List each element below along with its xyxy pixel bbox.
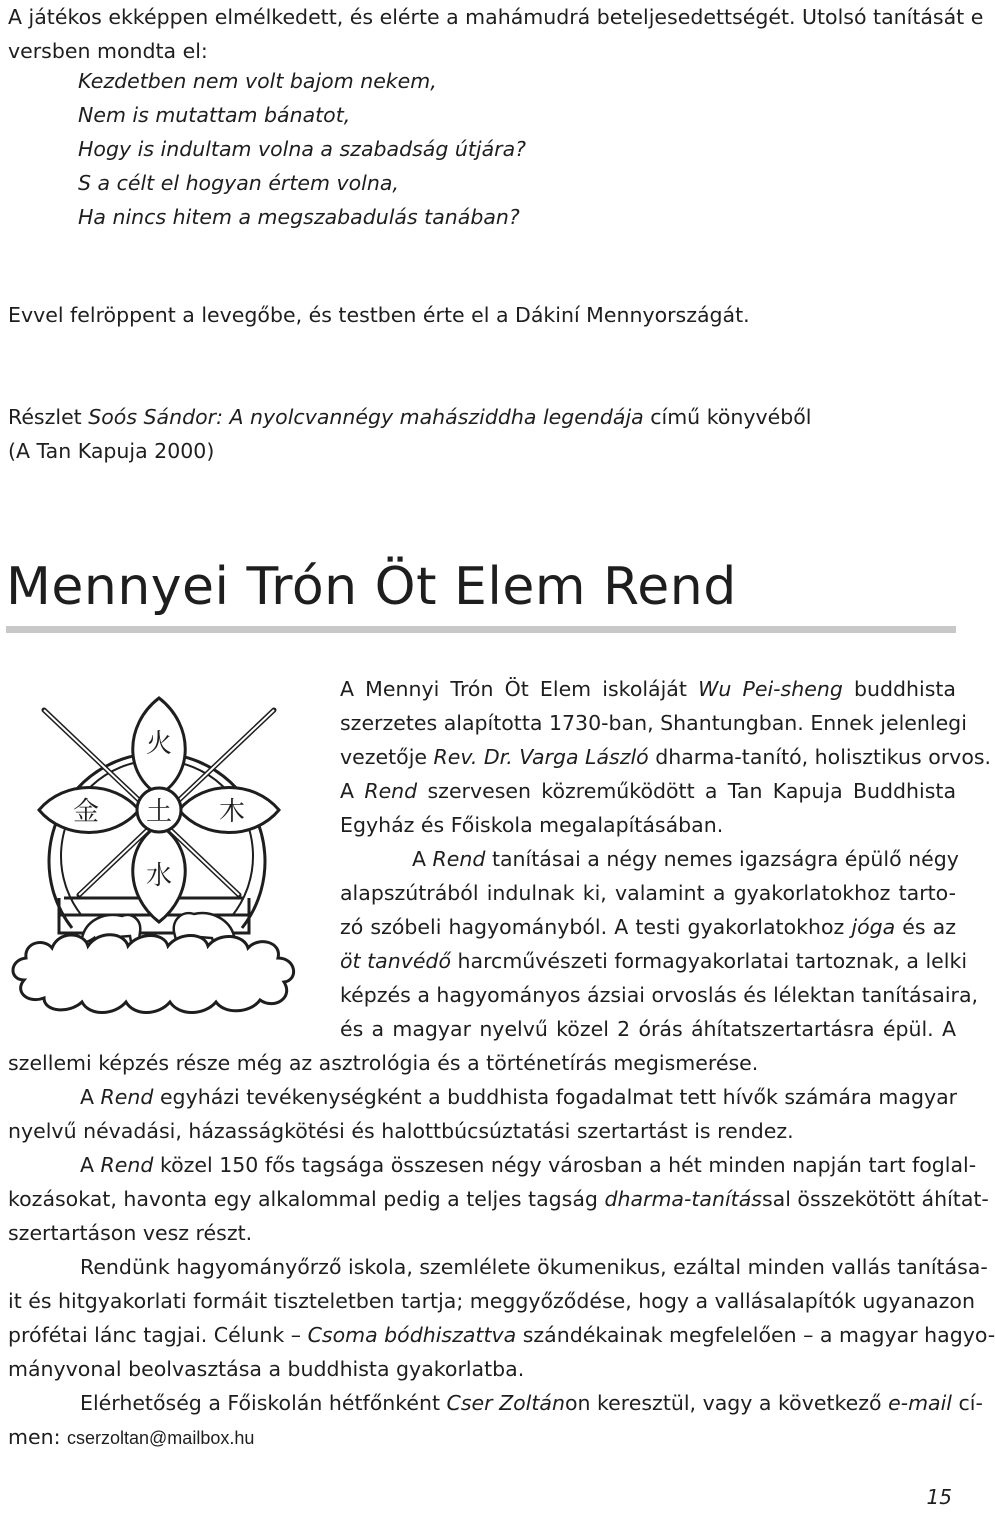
poem [78, 64, 526, 234]
leader-name: Rev. Dr. Varga László [433, 745, 649, 769]
text-line: Egyház és Főiskola megalapításában. [340, 813, 724, 837]
joga-word: jóga [851, 915, 896, 939]
text-run: cí- [952, 1391, 983, 1415]
text-line: mányvonal beolvasztása a buddhista gyakorlatba. [8, 1357, 525, 1381]
text-run: buddhista [842, 677, 956, 701]
poem-line: Hogy is indultam volna a szabadság útjára? [78, 137, 527, 161]
text-run: kozásokat, havonta egy alkalommal pedig a teljes tagság [8, 1187, 605, 1211]
after-poem-text: Evvel felröppent a levegőbe, és testben érte el a Dákiní Mennyországát. [8, 303, 750, 327]
tanvedo-word: öt tanvédő [340, 949, 451, 973]
fire-glyph: 火 [145, 729, 173, 759]
title-rule [6, 626, 956, 633]
page-number: 15 [926, 1485, 952, 1509]
text-run: A [340, 779, 365, 803]
text-run: harcművészeti formagyakorlatai tartoznak, a lelki [451, 949, 968, 973]
email-word: e-mail [888, 1391, 952, 1415]
text-run: vezetője [340, 745, 434, 769]
rend-word: Rend [100, 1085, 154, 1109]
text-run: A [80, 1153, 101, 1177]
text-line: alapszútrából indulnak ki, valamint a gyakorlatokhoz tarto- [340, 881, 956, 905]
water-glyph: 水 [145, 861, 173, 891]
wood-glyph: 木 [218, 797, 246, 827]
text-run: tanításai a négy nemes igazságra épülő négy [485, 847, 959, 871]
text-run: és az [895, 915, 956, 939]
intro-line-1: A játékos ekképpen elmélkedett, és elérte a mahámudrá beteljesedettségét. Utolsó tanítását e [8, 5, 984, 29]
poem-line: Ha nincs hitem a megszabadulás tanában? [78, 205, 520, 229]
rend-word: Rend [364, 779, 418, 803]
text-run: A [80, 1085, 101, 1109]
text-run: zó szóbeli hagyományból. A testi gyakorlatokhoz [340, 915, 852, 939]
email-address[interactable]: cserzoltan@mailbox.hu [67, 1428, 255, 1448]
intro-paragraph [8, 0, 984, 68]
dharma-word: dharma-tanítás [604, 1187, 762, 1211]
body-paragraphs [8, 1046, 995, 1455]
text-line: képzés a hagyományos ázsiai orvoslás és lélektan tanításaira, [340, 983, 979, 1007]
text-line: it és hitgyakorlati formáit tiszteletben tartja; meggyőződése, hogy a vallásalapítók ugyanazon [8, 1289, 975, 1313]
text-run: szándékainak megfelelően – a magyar hagyo- [516, 1323, 995, 1347]
text-run: A [412, 847, 433, 871]
text-run: men: [8, 1425, 67, 1449]
source-author-title: Soós Sándor: A nyolcvannégy mahásziddha legendája [88, 405, 644, 429]
text-run: A Mennyi Trón Öt Elem iskoláját [340, 677, 699, 701]
poem-line: Kezdetben nem volt bajom nekem, [78, 69, 437, 93]
text-run: on keresztül, vagy a következő [564, 1391, 889, 1415]
section-title: Mennyei Trón Öt Elem Rend [6, 557, 737, 617]
text-run: egyházi tevékenységként a buddhista fogadalmat tett hívők számára magyar [153, 1085, 958, 1109]
csoma-name: Csoma bódhiszattva [307, 1323, 517, 1347]
text-run: prófétai lánc tagjai. Célunk – [8, 1323, 308, 1347]
text-run: Elérhetőség a Főiskolán hétfőnként [80, 1391, 447, 1415]
source-prefix: Részlet [8, 405, 89, 429]
rend-word: Rend [100, 1153, 154, 1177]
text-line: nyelvű névadási, házasságkötési és halottbúcsúztatási szertartást is rendez. [8, 1119, 794, 1143]
text-line: szerzetes alapította 1730-ban, Shantungban. Ennek jelenlegi [340, 711, 967, 735]
text-run: közel 150 fős tagsága összesen négy városban a hét minden napján tart foglal- [153, 1153, 977, 1177]
earth-glyph: 土 [145, 797, 173, 827]
source-citation [8, 400, 956, 468]
poem-line: Nem is mutattam bánatot, [78, 103, 351, 127]
rend-word: Rend [432, 847, 486, 871]
source-suffix: című könyvéből [643, 405, 812, 429]
intro-line-2: versben mondta el: [8, 39, 208, 63]
five-element-logo [4, 680, 314, 1020]
text-line: és a magyar nyelvű közel 2 órás áhítatszertartásra épül. A [340, 1017, 956, 1041]
founder-name: Wu Pei-sheng [698, 677, 843, 701]
text-run: szervesen közreműködött a Tan Kapuja Buddhista [417, 779, 957, 803]
text-run: dharma-tanító, holisztikus orvos. [648, 745, 992, 769]
text-line: szellemi képzés része még az asztrológia és a történetírás megismerése. [8, 1051, 759, 1075]
text-line: szertartáson vesz részt. [8, 1221, 253, 1245]
cloud-base [13, 935, 294, 1013]
text-run: sal összekötött áhítat- [761, 1187, 989, 1211]
metal-glyph: 金 [72, 797, 100, 827]
source-line-2: (A Tan Kapuja 2000) [8, 439, 215, 463]
order-paragraph-1 [340, 672, 992, 842]
poem-line: S a célt el hogyan értem volna, [78, 171, 399, 195]
text-line: Rendünk hagyományőrző iskola, szemlélete ökumenikus, ezáltal minden vallás tanítása- [80, 1255, 988, 1279]
order-paragraph-2 [340, 842, 979, 1046]
contact-name: Cser Zoltán [446, 1391, 565, 1415]
